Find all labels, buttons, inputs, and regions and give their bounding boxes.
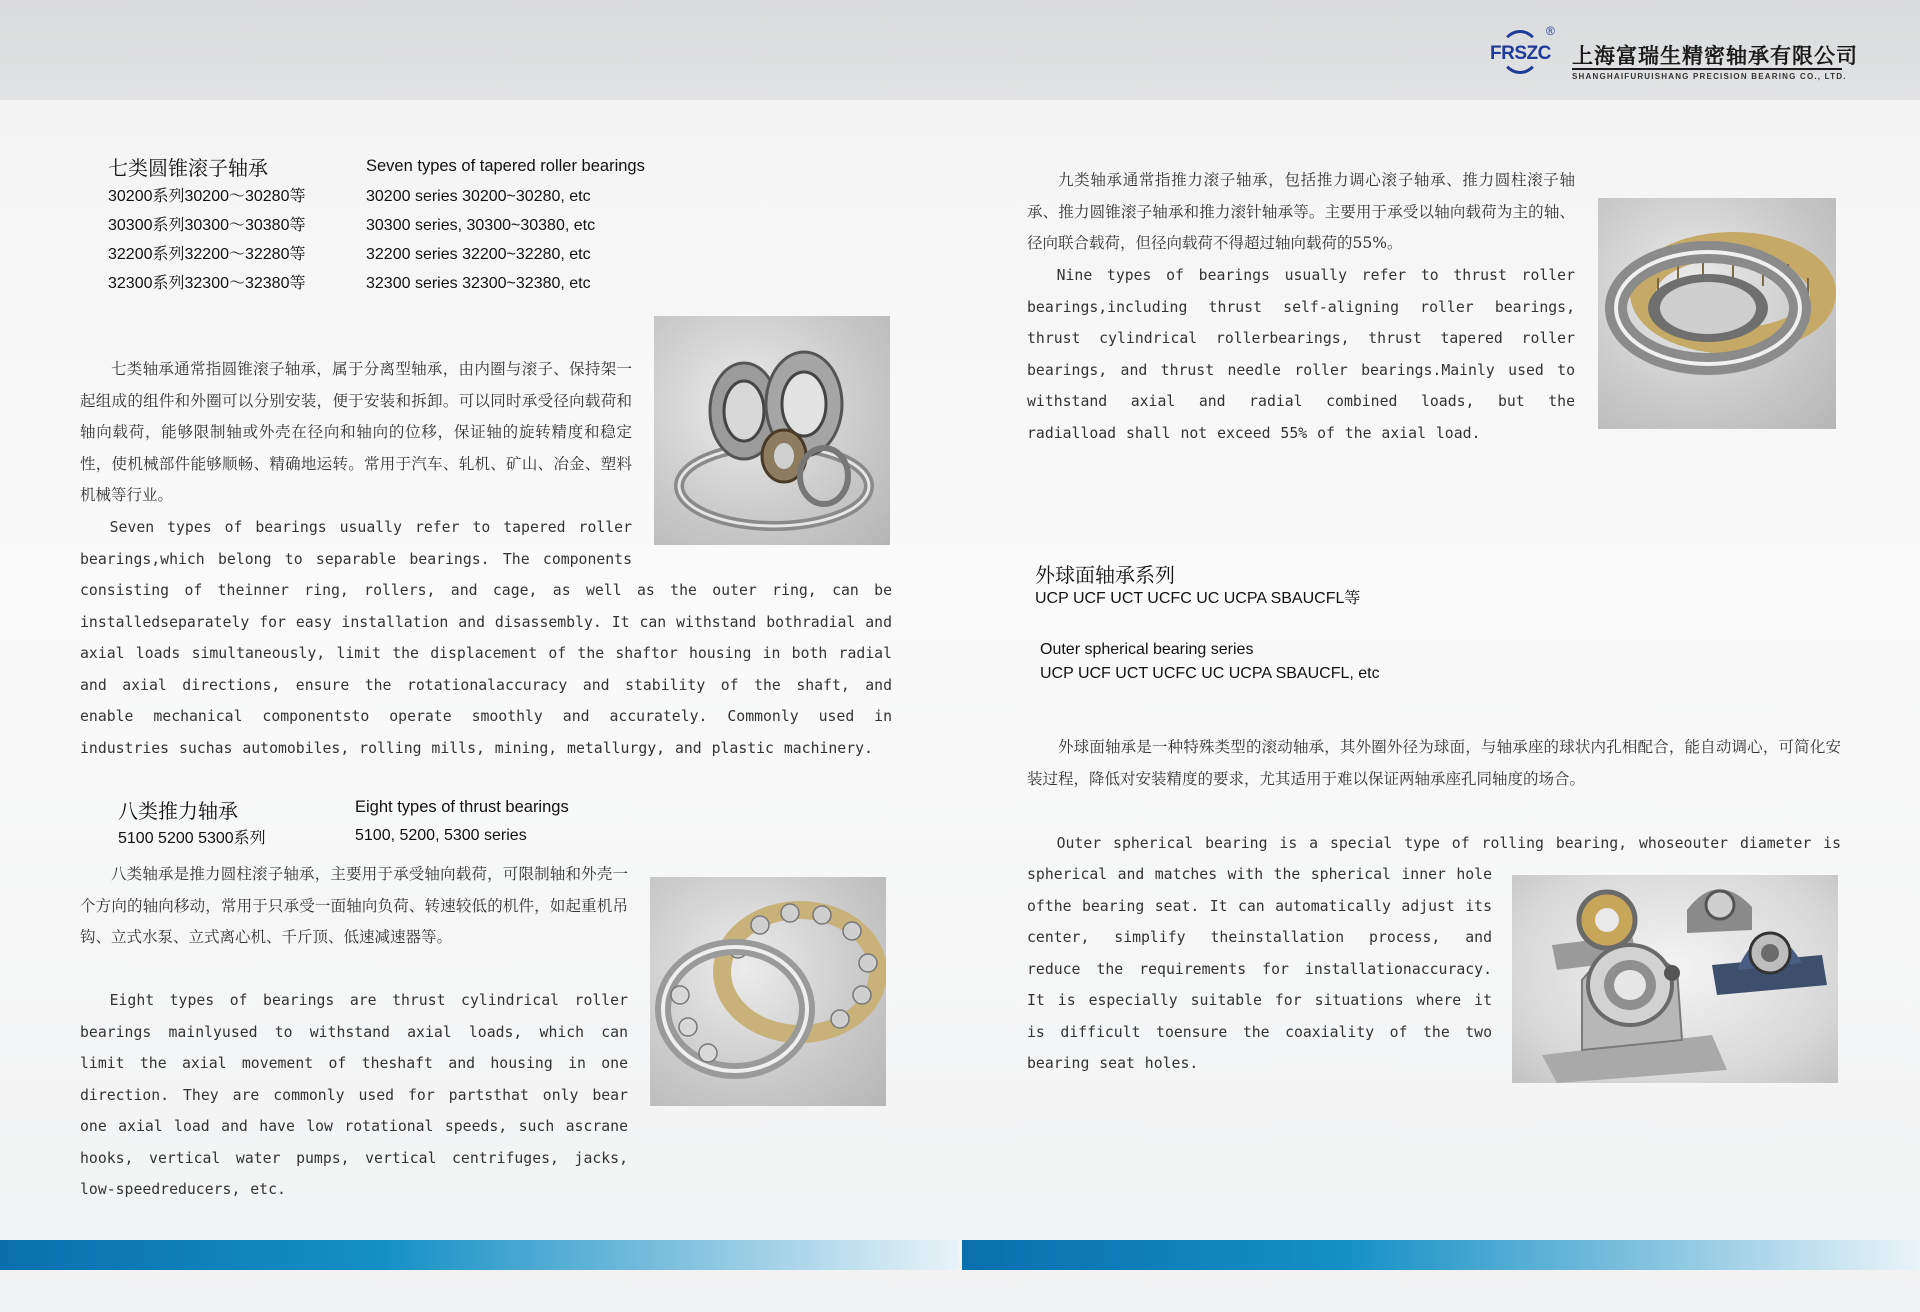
series-cn-item: 30300系列30300～30380等: [108, 217, 306, 234]
eight-series-en: 5100, 5200, 5300 series: [355, 827, 527, 844]
seven-paragraph-en-a: Seven types of bearings usually refer to tapered roller bearings,which belong to separable bearings. The components: [80, 519, 632, 568]
eight-paragraph-en: Eight types of bearings are thrust cylindrical roller bearings mainlyused to withstand axial loads, which can limit the axial movement of theshaft and housing in one direction. They are commonly used for partsthat only bear one axial load and have low rotational speeds, such ascrane hooks, vertical water pumps, vertical centrifuges, jacks, low-speedreducers, etc.: [80, 992, 628, 1198]
seven-series-en-list: [366, 182, 595, 298]
outer-paragraph-en-b: spherical and matches with the spherical inner hole ofthe bearing seat. It can automatically adjust its center, simplify theinstallation process, and reduce the requirements for installationaccuracy. It is especially suitable for situations where it is difficult toensure the coaxiality of the two bearing seat holes.: [1027, 866, 1492, 1072]
tapered-roller-bearing-photo: [654, 316, 890, 545]
thrust-roller-bearing-photo: [1598, 198, 1836, 429]
seven-series-cn-list: [108, 182, 305, 298]
nine-paragraph-cn: 九类轴承通常指推力滚子轴承，包括推力调心滚子轴承、推力圆柱滚子轴承、推力圆锥滚子轴承和推力滚针轴承等。主要用于承受以轴向载荷为主的轴、径向联合载荷，但径向载荷不得超过轴向载荷的55%。: [1027, 171, 1575, 252]
eight-series-cn: 5100 5200 5300系列: [118, 830, 266, 847]
series-en-item: 30300 series, 30300~30380, etc: [366, 217, 596, 234]
thrust-ball-bearing-photo: [650, 877, 886, 1106]
logo-mark: FRSZC: [1490, 43, 1551, 64]
footer-bar-right: [962, 1240, 1920, 1270]
seven-title-en: Seven types of tapered roller bearings: [366, 157, 645, 175]
series-en-item: 32300 series 32300~32380, etc: [366, 275, 591, 292]
series-cn-item: 32200系列32200～32280等: [108, 246, 306, 263]
outer-paragraph-cn: 外球面轴承是一种特殊类型的滚动轴承，其外圈外径为球面，与轴承座的球状内孔相配合，能自动调心，可简化安装过程，降低对安装精度的要求，尤其适用于难以保证两轴承座孔同轴度的场合。: [1027, 738, 1841, 788]
eight-title-cn: 八类推力轴承: [118, 799, 238, 823]
outer-title-en: Outer spherical bearing series: [1040, 641, 1254, 658]
seven-title-cn: 七类圆锥滚子轴承: [108, 156, 268, 180]
series-cn-item: 32300系列32300～32380等: [108, 275, 306, 292]
outer-series-cn: UCP UCF UCT UCFC UC UCPA SBAUCFL等: [1035, 590, 1361, 607]
footer-bar-left: [0, 1240, 958, 1270]
series-en-item: 32200 series 32200~32280, etc: [366, 246, 591, 263]
eight-title-en: Eight types of thrust bearings: [355, 798, 569, 816]
outer-series-en: UCP UCF UCT UCFC UC UCPA SBAUCFL, etc: [1040, 665, 1380, 682]
nine-paragraph-en: Nine types of bearings usually refer to thrust roller bearings,including thrust self-aligning roller bearings, thrust cylindrical rollerbearings, thrust tapered roller bearings, and thrust needle roller bearings.Mainly used to withstand axial and radial combined loads, but the radialload shall not exceed 55% of the axial load.: [1027, 267, 1575, 442]
logo-underline: [1572, 68, 1842, 70]
seven-paragraph-en-b: consisting of theinner ring, rollers, and cage, as well as the outer ring, can be installedseparately for easy installation and disassembly. It can withstand bothradial and axial loads simultaneously, limit the displacement of the shaftor housing in both radial and axial directions, ensure the rotationalaccuracy and stability of the shaft, and enable mechanical componentsto operate smoothly and accurately. Commonly used in industries suchas automobiles, rolling mills, mining, metallurgy, and plastic machinery.: [80, 582, 892, 757]
company-name-cn: 上海富瑞生精密轴承有限公司: [1572, 44, 1858, 68]
pillow-block-bearing-photo: [1512, 875, 1838, 1083]
series-cn-item: 30200系列30200～30280等: [108, 188, 306, 205]
outer-paragraph-en-a: Outer spherical bearing is a special type of rolling bearing, whoseouter diameter is: [1056, 835, 1841, 852]
outer-title-cn: 外球面轴承系列: [1035, 563, 1175, 587]
eight-paragraph-cn: 八类轴承是推力圆柱滚子轴承，主要用于承受轴向载荷，可限制轴和外壳一个方向的轴向移动，常用于只承受一面轴向负荷、转速较低的机件，如起重机吊钩、立式水泵、立式离心机、千斤顶、低速减速器等。: [80, 865, 628, 946]
series-en-item: 30200 series 30200~30280, etc: [366, 188, 591, 205]
company-name-en: SHANGHAIFURUISHANG PRECISION BEARING CO., LTD.: [1572, 72, 1847, 81]
registered-mark: ®: [1546, 24, 1555, 38]
company-logo: [1490, 24, 1858, 88]
seven-paragraph-cn: 七类轴承通常指圆锥滚子轴承，属于分离型轴承，由内圈与滚子、保持架一起组成的组件和外圈可以分别安装，便于安装和拆卸。可以同时承受径向载荷和轴向载荷，能够限制轴或外壳在径向和轴向的位移，保证轴的旋转精度和稳定性，使机械部件能够顺畅、精确地运转。常用于汽车、轧机、矿山、冶金、塑料机械等行业。: [80, 360, 632, 504]
